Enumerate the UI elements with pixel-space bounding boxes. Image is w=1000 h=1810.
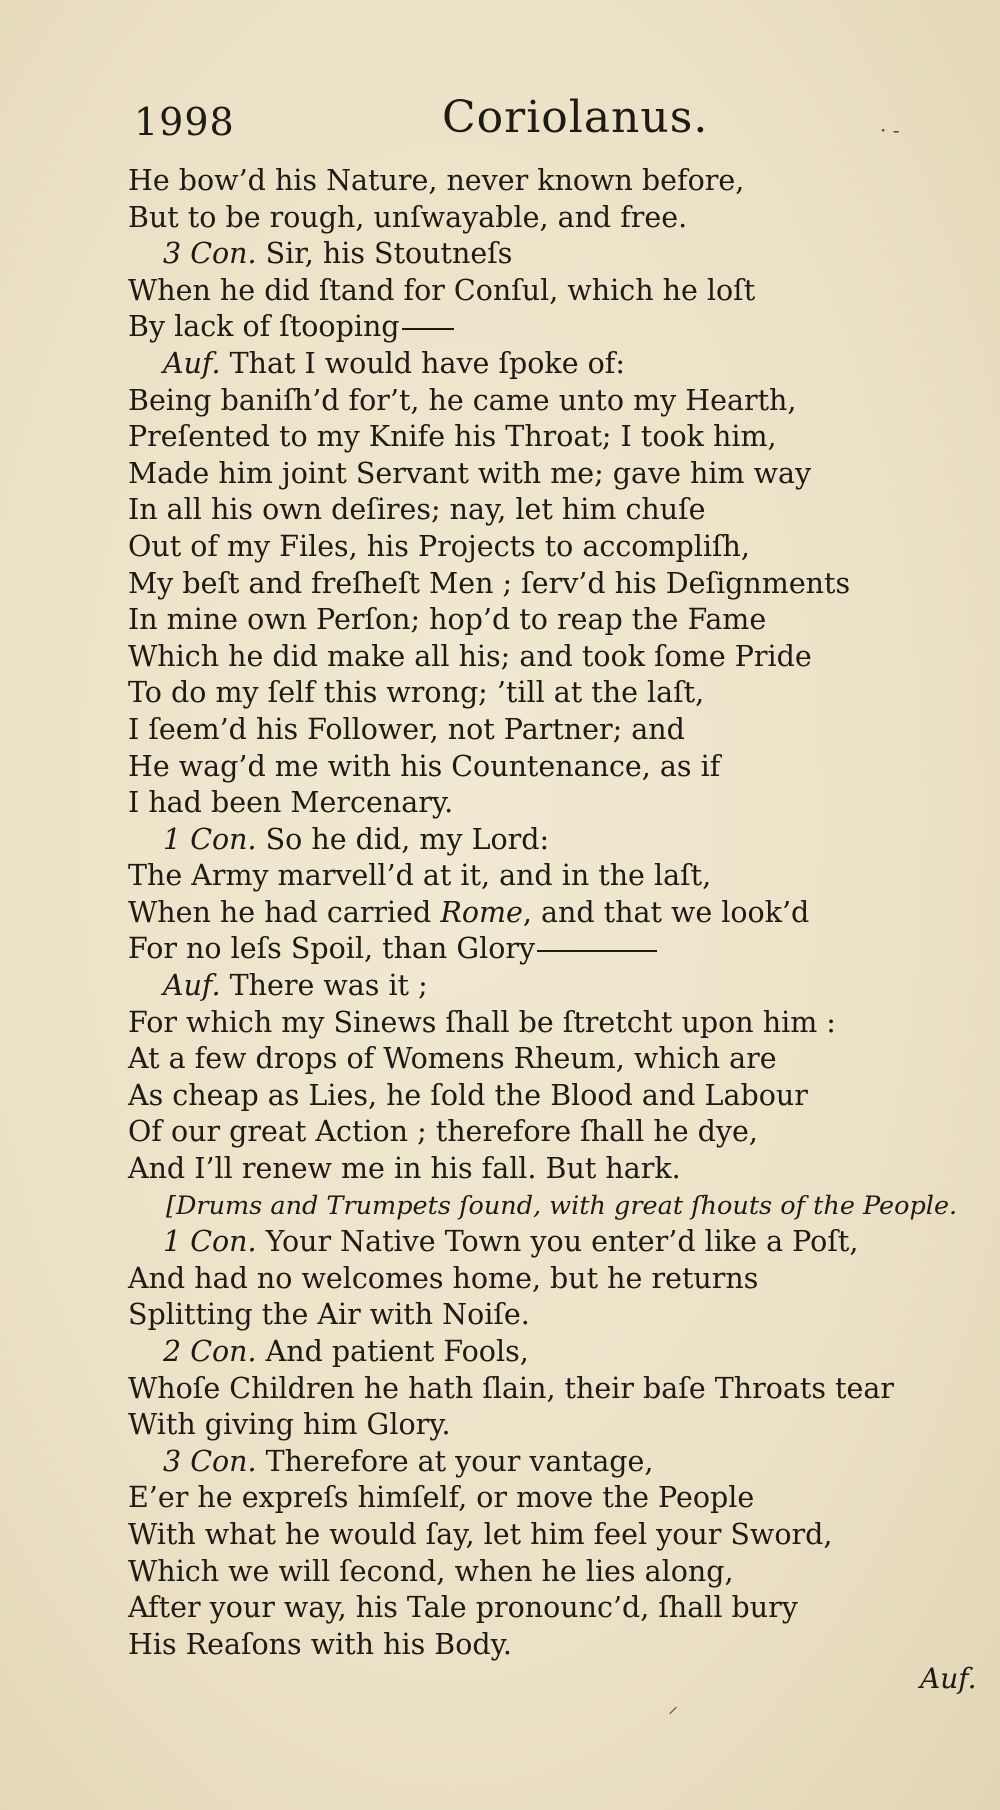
speech-line: Auf. That I would have ſpoke of:	[163, 346, 625, 380]
verse-line: I had been Mercenary.	[128, 786, 454, 820]
verse-line: He bow’d his Nature, never known before,	[128, 164, 745, 197]
speaker-label: Auf.	[163, 346, 221, 380]
dash-rule	[402, 328, 454, 330]
verse-line: Which he did make all his; and took ſome Pride	[128, 639, 812, 673]
verse-line: With what he would ſay, let him feel your Sword,	[128, 1517, 833, 1551]
ink-speck-icon: · ‐	[880, 118, 900, 142]
verse-line: E’er he expreſs himſelf, or move the People	[128, 1481, 755, 1515]
verse-line: And I’ll renew me in his fall. But hark.	[128, 1152, 681, 1186]
verse-line: The Army marvell’d at it, and in the laſt,	[128, 859, 712, 893]
verse-line: His Reaſons with his Body.	[128, 1627, 512, 1661]
verse-line: Of our great Action ; therefore ſhall he dye,	[128, 1115, 758, 1149]
verse-line: Made him joint Servant with me; gave him way	[128, 456, 812, 490]
catchword: Auf.	[920, 1662, 977, 1695]
speaker-label: 1 Con.	[163, 1225, 257, 1259]
speaker-label: 2 Con.	[163, 1335, 257, 1368]
ink-speck-icon: ⸍	[668, 1702, 678, 1726]
verse-line: I ſeem’d his Follower, not Partner; and	[128, 712, 685, 746]
verse-line: When he had carried Rome, and that we look’d	[128, 895, 810, 929]
page-number: 1998	[134, 100, 235, 144]
speaker-label: Auf.	[163, 969, 221, 1003]
verse-line: For no leſs Spoil, than Glory	[128, 931, 988, 968]
play-text	[128, 163, 988, 1663]
verse-line: Out of my Files, his Projects to accompliſh,	[128, 529, 750, 563]
emphasis-word: Rome	[440, 895, 523, 929]
verse-line: Being baniſh’d for’t, he came unto my Hearth,	[128, 383, 797, 417]
verse-line: In mine own Perſon; hop’d to reap the Fame	[128, 603, 767, 637]
verse-line: At a few drops of Womens Rheum, which are	[128, 1042, 777, 1076]
speech-line: 3 Con. Sir, his Stoutneſs	[163, 237, 513, 271]
dash-rule	[537, 950, 657, 952]
verse-line: In all his own deſires; nay, let him chuſe	[128, 493, 706, 527]
speech-line: 3 Con. Therefore at your vantage,	[163, 1444, 654, 1478]
verse-line: Whoſe Children he hath ſlain, their baſe Throats tear	[128, 1371, 894, 1405]
verse-line: But to be rough, unſwayable, and free.	[128, 200, 688, 234]
verse-line: He wag’d me with his Countenance, as if	[128, 749, 721, 783]
stage-direction: [Drums and Trumpets ſound, with great ſhouts of the People.	[166, 1190, 958, 1221]
speech-line: 1 Con. Your Native Town you enter’d like a Poſt,	[163, 1225, 859, 1259]
running-title: Coriolanus.	[442, 92, 709, 143]
speaker-label: 1 Con.	[163, 822, 257, 856]
verse-line: Which we will ſecond, when he lies along,	[128, 1554, 734, 1588]
verse-line: When he did ſtand for Conſul, which he loſt	[128, 273, 756, 307]
page-header	[130, 92, 930, 152]
verse-line: My beſt and freſheſt Men ; ſerv’d his Deſignments	[128, 566, 851, 600]
verse-line: Preſented to my Knife his Throat; I took him,	[128, 420, 777, 454]
verse-line: To do my ſelf this wrong; ’till at the laſt,	[128, 676, 705, 710]
speaker-label: 3 Con.	[163, 237, 257, 271]
verse-line: By lack of ſtooping	[128, 309, 988, 346]
verse-line: And had no welcomes home, but he returns	[128, 1261, 759, 1295]
verse-line: For which my Sinews ſhall be ſtretcht upon him :	[128, 1005, 836, 1039]
speaker-label: 3 Con.	[163, 1444, 257, 1478]
verse-line: As cheap as Lies, he ſold the Blood and Labour	[128, 1078, 808, 1112]
speech-line: 1 Con. So he did, my Lord:	[163, 822, 550, 856]
verse-line: Splitting the Air with Noiſe.	[128, 1298, 530, 1332]
speech-line: 2 Con. And patient Fools,	[163, 1335, 529, 1368]
speech-line: Auf. There was it ;	[163, 969, 428, 1003]
verse-line: After your way, his Tale pronounc’d, ſhall bury	[128, 1591, 798, 1625]
verse-line: With giving him Glory.	[128, 1408, 451, 1442]
